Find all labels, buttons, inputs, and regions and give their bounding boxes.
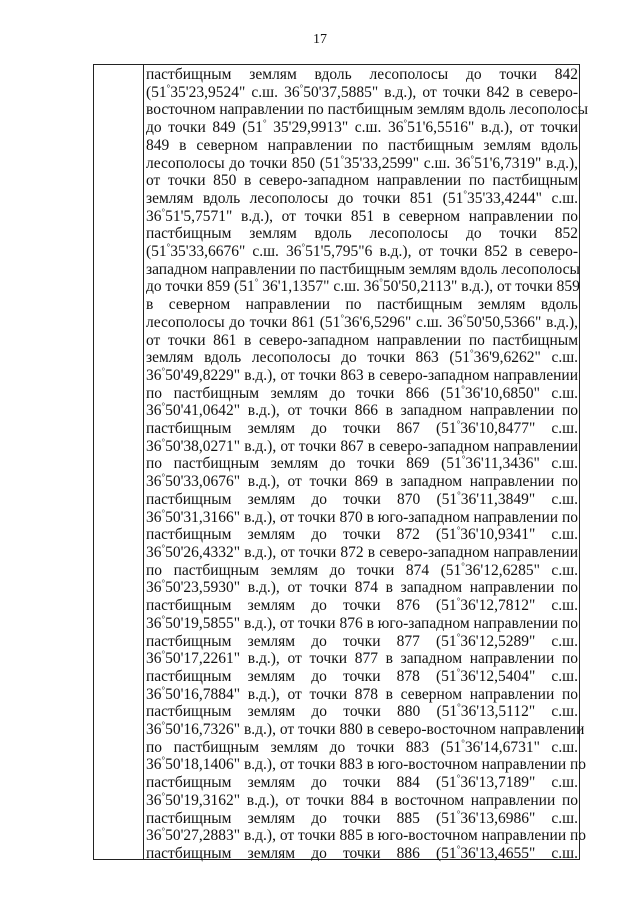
document-text-line: пастбищным землям до точки 870 (51°36'11,3849" с.ш. [146, 489, 578, 508]
document-text-line: пастбищным землям до точки 867 (51°36'10,8477" с.ш. [146, 418, 578, 438]
document-text-line: 36°50'17,2261" в.д.), от точки 877 в западном направлении по [146, 649, 578, 668]
document-text-line: пастбищным землям до точки 877 (51°36'12,5289" с.ш. [146, 631, 578, 650]
document-text-line: пастбищным землям до точки 872 (51°36'10,9341" с.ш. [146, 525, 578, 544]
document-text-line: по пастбищным землям до точки 869 (51°36'11,3436" с.ш. [146, 454, 578, 473]
document-text-line: от точки 850 в северо-западном направлении по пастбищным [146, 172, 578, 190]
document-text-line: 36°50'31,3166" в.д.), от точки 870 в юго-западном направлении по [146, 507, 578, 526]
document-text-line: 849 в северном направлении по пастбищным землям вдоль [146, 136, 578, 154]
document-text-line: 36°50'19,5855" в.д.), от точки 876 в юго-западном направлении по [146, 613, 578, 632]
document-text-line: пастбищным землям до точки 886 (51°36'13,4655" с.ш. [146, 843, 578, 862]
document-text-line: 36°50'26,4332" в.д.), от точки 872 в северо-западном направлении [146, 542, 578, 561]
document-text-line: 36°50'33,0676" в.д.), от точки 869 в западном направлении по [146, 472, 578, 491]
document-text-line: от точки 861 в северо-западном направлении по пастбищным [146, 331, 578, 349]
document-text-line: землям вдоль лесополосы до точки 851 (51°35'33,4244" с.ш. [146, 188, 579, 207]
document-text-line: в северном направлении по пастбищным землям вдоль [146, 296, 578, 314]
document-text-line: до точки 859 (51° 36'1,1357" с.ш. 36°50'50,2113" в.д.), от точки 859 [146, 277, 580, 296]
document-text-line: 36°50'19,3162" в.д.), от точки 884 в восточном направлении по [146, 790, 578, 809]
document-text-line: лесополосы до точки 850 (51°35'33,2599" с.ш. 36°51'6,7319" в.д.), [146, 153, 578, 172]
document-text-line: 36°50'49,8229" в.д.), от точки 863 в северо-западном направлении [146, 365, 578, 384]
document-text-line: по пастбищным землям до точки 866 (51°36'10,6850" с.ш. [146, 383, 579, 402]
document-text-line: 36°50'16,7326" в.д.), от точки 880 в северо-восточном направлении [146, 719, 585, 739]
document-text-line: 36°50'38,0271" в.д.), от точки 867 в северо-западном направлении [146, 436, 578, 455]
document-text-line: пастбищным землям вдоль лесополосы до точки 852 [146, 225, 578, 243]
document-text-line: по пастбищным землям до точки 874 (51°36'12,6285" с.ш. [146, 560, 579, 579]
document-text-line: (51°35'33,6676" с.ш. 36°51'5,795"6 в.д.), от точки 852 в северо- [146, 241, 578, 261]
document-text-line: 36°50'41,0642" в.д.), от точки 866 в западном направлении по [146, 401, 578, 420]
document-text-line: пастбищным землям до точки 876 (51°36'12,7812" с.ш. [146, 595, 578, 615]
document-text-line: 36°51'5,7571" в.д.), от точки 851 в северном направлении по [146, 206, 578, 225]
document-body-text [146, 66, 589, 863]
document-text-line: пастбищным землям до точки 884 (51°36'13,7189" с.ш. [146, 772, 578, 792]
document-text-line: 36°50'16,7884" в.д.), от точки 878 в северном направлении по [146, 684, 578, 703]
document-text-line: по пастбищным землям до точки 883 (51°36'14,6731" с.ш. [146, 737, 579, 756]
document-text-line: пастбищным землям до точки 885 (51°36'13,6986" с.ш. [146, 808, 578, 827]
document-text-line: 36°50'18,1406" в.д.), от точки 883 в юго-восточном направлении по [146, 755, 587, 774]
document-text-line: пастбищным землям до точки 878 (51°36'12,5404" с.ш. [146, 666, 578, 685]
document-text-line: 36°50'27,2883" в.д.), от точки 885 в юго-восточном направлении по [146, 826, 587, 845]
page-number: 17 [313, 32, 327, 47]
document-text-line: восточном направлении по пастбищным землям вдоль лесополосы [146, 101, 589, 119]
document-text-line: пастбищным землям до точки 880 (51°36'13,5112" с.ш. [146, 702, 578, 721]
document-text-line: пастбищным землям вдоль лесополосы до точки 842 [146, 66, 578, 83]
table-column-divider [143, 64, 144, 860]
document-text-line: до точки 849 (51° 35'29,9913" с.ш. 36°51'6,5516" в.д.), от точки [146, 117, 578, 137]
document-text-line: (51°35'23,9524" с.ш. 36°50'37,5885" в.д.), от точки 842 в северо- [146, 82, 578, 101]
document-text-line: западном направлении по пастбищным землям вдоль лесополосы [146, 260, 580, 278]
document-text-line: землям вдоль лесополосы до точки 863 (51°36'9,6262" с.ш. [146, 348, 579, 367]
document-text-line: лесополосы до точки 861 (51°36'6,5296" с.ш. 36°50'50,5366" в.д.), [146, 312, 578, 331]
document-text-line: 36°50'23,5930" в.д.), от точки 874 в западном направлении по [146, 578, 578, 597]
